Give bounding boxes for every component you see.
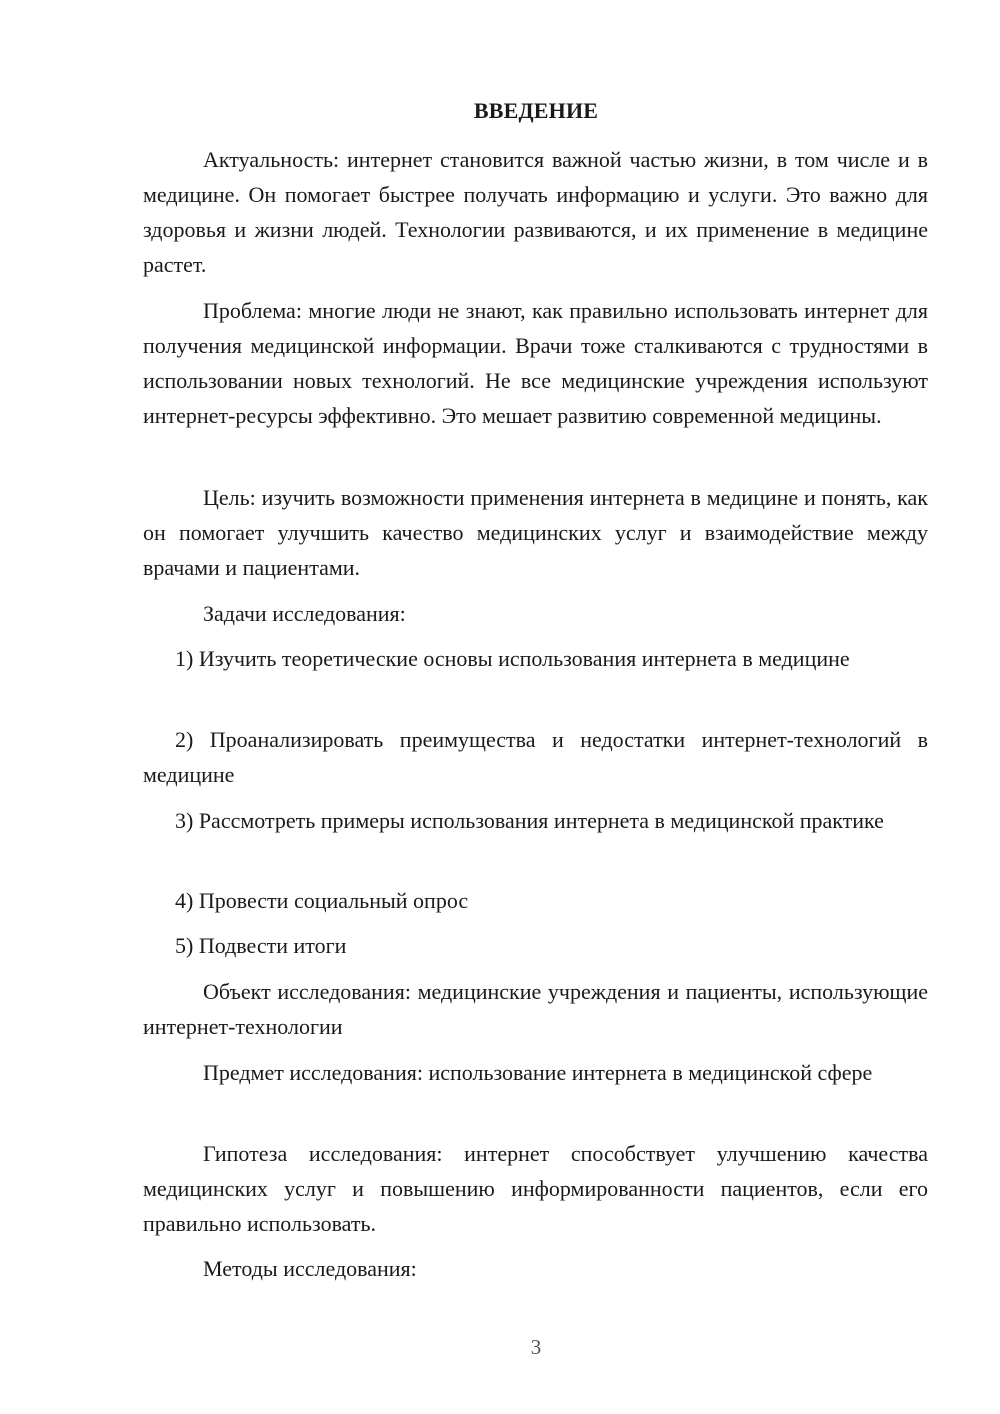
- paragraph-hypothesis: Гипотеза исследования: интернет способствует улучшению качества медицинских услуг и повышению информированности пациентов, если его правильно использовать.: [143, 1141, 928, 1236]
- task-item-4: 4) Провести социальный опрос: [175, 888, 469, 913]
- paragraph-object: Объект исследования: медицинские учреждения и пациенты, использующие интернет-технологии: [143, 979, 928, 1039]
- paragraph-goal: Цель: изучить возможности применения интернета в медицине и понять, как он помогает улучшить качество медицинских услуг и взаимодействие между врачами и пациентами.: [143, 485, 928, 580]
- tasks-heading: Задачи исследования:: [203, 601, 406, 626]
- task-item-1: 1) Изучить теоретические основы использования интернета в медицине: [175, 646, 850, 671]
- paragraph-subject: Предмет исследования: использование интернета в медицинской сфере: [203, 1060, 873, 1085]
- task-item-2: 2) Проанализировать преимущества и недостатки интернет-технологий в медицине: [143, 727, 928, 787]
- page-number: 3: [530, 1335, 542, 1359]
- task-item-5: 5) Подвести итоги: [175, 933, 347, 958]
- section-heading: ВВЕДЕНИЕ: [473, 98, 599, 123]
- paragraph-problem: Проблема: многие люди не знают, как правильно использовать интернет для получения медицинской информации. Врачи тоже сталкиваются с трудностями в использовании новых технологий. Не все медицинские учреждения используют интернет-ресурсы эффективно. Это мешает развитию современной медицины.: [143, 298, 928, 428]
- methods-heading: Методы исследования:: [203, 1256, 417, 1281]
- paragraph-relevance: Актуальность: интернет становится важной частью жизни, в том числе и в медицине. Он помогает быстрее получать информацию и услуги. Это важно для здоровья и жизни людей. Технологии развиваются, и их применение в медицине растет.: [143, 147, 928, 277]
- task-item-3: 3) Рассмотреть примеры использования интернета в медицинской практике: [175, 808, 884, 833]
